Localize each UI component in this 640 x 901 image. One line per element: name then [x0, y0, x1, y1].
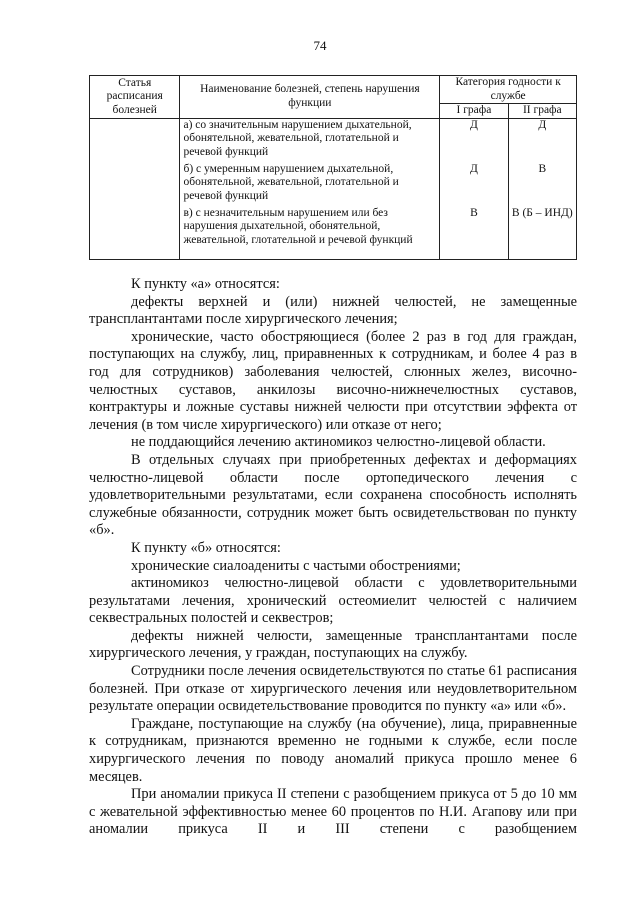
header-graph-1: I графа — [440, 104, 508, 119]
page-number: 74 — [313, 38, 327, 53]
item-c: в) с незначительным нарушением или без нарушения дыхательной, обонятельной, жевательной, глотательной и речевой функций — [183, 206, 413, 246]
item-a-graph-1: Д — [469, 118, 478, 131]
item-b-graph-2: В — [538, 162, 547, 175]
header-disease-name: Наименование болезней, степень нарушения функции — [180, 76, 440, 119]
body-text — [89, 276, 577, 839]
paragraph: хронические, часто обостряющиеся (более 2 раз в год для граждан, поступающих на службу, лиц, приравненных к сотрудникам, и более 4 раз в год для сотрудников) заболевания челюстей, слюнных желез, височно-челюстных суставов, анкилозы височно-нижнечелюстных суставов, контрактуры и ложные суставы нижней челюсти при отсутствии эффекта от лечения (в том числе хирургического) или отказе от него; — [89, 328, 577, 433]
item-b: б) с умеренным нарушением дыхательной, обонятельной, жевательной, глотательной и речевой функций — [183, 162, 399, 202]
paragraph: хронические сиалоадениты с частыми обострениями; — [131, 557, 461, 574]
paragraph: не поддающийся лечению актиномикоз челюстно-лицевой области. — [131, 434, 546, 451]
paragraph: К пункту «а» относятся: — [131, 276, 280, 292]
paragraph: Граждане, поступающие на службу (на обучение), лица, приравненные к сотрудникам, признаются временно не годными к службе, если после хирургического лечения по поводу аномалий прикуса прошло менее 6 месяцев. — [89, 715, 577, 785]
paragraph: дефекты верхней и (или) нижней челюстей, не замещенные трансплантантами после хирургического лечения; — [89, 293, 577, 328]
header-graph-2: II графа — [508, 104, 576, 119]
article-cell — [90, 118, 180, 259]
paragraph: При аномалии прикуса II степени с разобщением прикуса от 5 до 10 мм с жевательной эффективностью менее 60 процентов по Н.И. Агапову или при аномалии прикуса II и III степени с разобщением — [89, 786, 577, 838]
paragraph: Сотрудники после лечения освидетельствуются по статье 61 расписания болезней. При отказе от хирургического лечения или неудовлетворительном результате операции освидетельствование проводится по пункту «а» или «б». — [89, 663, 577, 715]
graph-2-cell — [508, 118, 576, 259]
item-a-graph-2: Д — [538, 118, 547, 131]
item-c-graph-2: В (Б – ИНД) — [511, 206, 573, 219]
item-b-graph-1: Д — [469, 162, 478, 175]
graph-1-cell — [440, 118, 508, 259]
header-article: Статья расписания болезней — [90, 76, 180, 119]
disease-items-cell — [180, 118, 440, 259]
paragraph: актиномикоз челюстно-лицевой области с удовлетворительными результатами лечения, хронический остеомиелит челюстей с наличием секвестральных полостей и секвестров; — [89, 575, 577, 627]
item-c-graph-1: В — [470, 206, 478, 219]
fitness-table — [89, 75, 577, 260]
paragraph: К пункту «б» относятся: — [131, 539, 281, 556]
paragraph: дефекты нижней челюсти, замещенные трансплантантами после хирургического лечения, у граждан, поступающих на службу. — [89, 627, 577, 662]
header-category: Категория годности к службе — [440, 76, 577, 104]
paragraph: В отдельных случаях при приобретенных дефектах и деформациях челюстно-лицевой области после ортопедического лечения с удовлетворительными результатами, если сохранена способность исполнять служебные обязанности, сотрудник может быть освидетельствован по пункту «б». — [89, 451, 577, 539]
item-a: а) со значительным нарушением дыхательной, обонятельной, жевательной, глотательной и речевой функций — [183, 118, 412, 158]
